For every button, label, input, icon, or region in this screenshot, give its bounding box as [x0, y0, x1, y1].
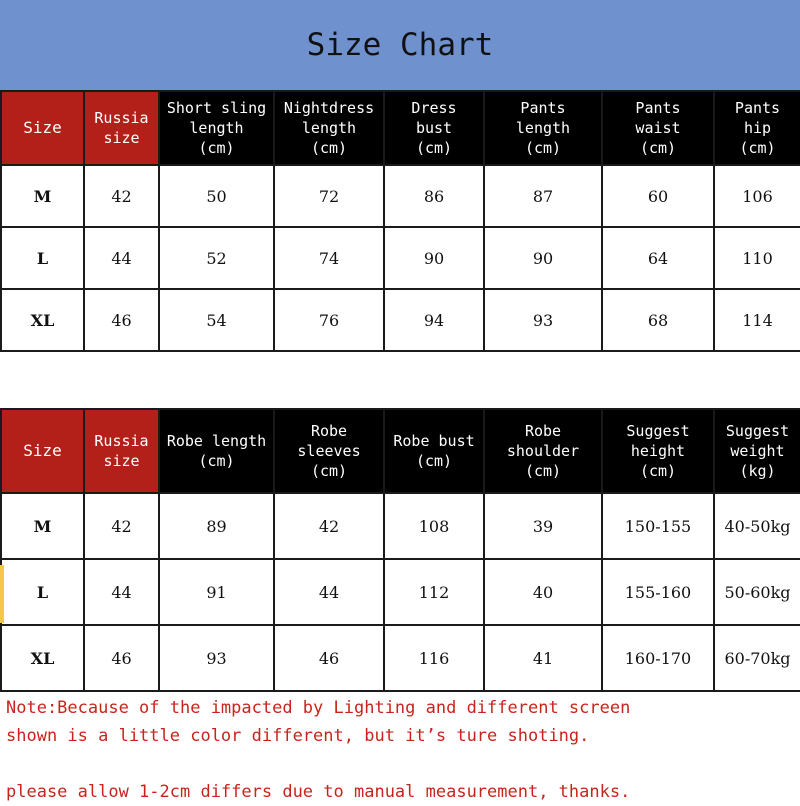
- title-banner: [0, 0, 800, 90]
- size-table-dress-pants: [0, 90, 800, 352]
- header-cell: Dress bust (cm): [384, 91, 484, 165]
- note-line: please allow 1-2cm differs due to manual measurement, thanks.: [6, 782, 631, 802]
- edge-accent: [0, 565, 4, 623]
- header-cell: Robe sleeves (cm): [274, 409, 384, 493]
- header-cell: Short sling length (cm): [159, 91, 274, 165]
- table-cell: 108: [384, 493, 484, 559]
- table-row: [1, 227, 800, 289]
- table-cell: XL: [1, 289, 84, 351]
- table-cell: 91: [159, 559, 274, 625]
- header-cell: Pants hip (cm): [714, 91, 800, 165]
- table-cell: 74: [274, 227, 384, 289]
- table-cell: 40: [484, 559, 602, 625]
- table-row: [1, 289, 800, 351]
- table-header-row: [1, 91, 800, 165]
- table-cell: 160-170: [602, 625, 714, 691]
- table-cell: 155-160: [602, 559, 714, 625]
- table-cell: 93: [484, 289, 602, 351]
- table-cell: 116: [384, 625, 484, 691]
- table-cell: 94: [384, 289, 484, 351]
- table-cell: 106: [714, 165, 800, 227]
- table-row: [1, 625, 800, 691]
- table-cell: 68: [602, 289, 714, 351]
- table-cell: 150-155: [602, 493, 714, 559]
- table-cell: 44: [84, 227, 159, 289]
- table-cell: M: [1, 493, 84, 559]
- table-cell: 90: [384, 227, 484, 289]
- table-cell: 46: [84, 625, 159, 691]
- note-line: Note:Because of the impacted by Lighting and different screen: [6, 698, 631, 718]
- table-cell: 39: [484, 493, 602, 559]
- table-cell: L: [1, 559, 84, 625]
- table-cell: 46: [84, 289, 159, 351]
- table-cell: 112: [384, 559, 484, 625]
- header-cell: Suggest height (cm): [602, 409, 714, 493]
- table-cell: 42: [84, 493, 159, 559]
- table-cell: 90: [484, 227, 602, 289]
- table-cell: 46: [274, 625, 384, 691]
- table-cell: 50-60kg: [714, 559, 800, 625]
- table-row: [1, 559, 800, 625]
- header-cell: Size: [1, 409, 84, 493]
- header-cell: Suggest weight (kg): [714, 409, 800, 493]
- table-cell: 76: [274, 289, 384, 351]
- table-cell: 42: [84, 165, 159, 227]
- size-table-robe: [0, 408, 800, 692]
- table-cell: 44: [274, 559, 384, 625]
- table-cell: XL: [1, 625, 84, 691]
- table-cell: 114: [714, 289, 800, 351]
- header-cell: Robe length (cm): [159, 409, 274, 493]
- table-cell: 41: [484, 625, 602, 691]
- table-cell: 93: [159, 625, 274, 691]
- header-cell: Pants length (cm): [484, 91, 602, 165]
- table-cell: 44: [84, 559, 159, 625]
- header-cell: Russia size: [84, 91, 159, 165]
- header-cell: Robe bust (cm): [384, 409, 484, 493]
- table-cell: 54: [159, 289, 274, 351]
- note-measurement: [6, 778, 796, 806]
- table-cell: 42: [274, 493, 384, 559]
- note-line: shown is a little color different, but it’s ture shoting.: [6, 726, 590, 746]
- table-cell: 40-50kg: [714, 493, 800, 559]
- table-cell: 110: [714, 227, 800, 289]
- table-cell: 72: [274, 165, 384, 227]
- table-cell: 89: [159, 493, 274, 559]
- header-cell: Russia size: [84, 409, 159, 493]
- table-row: [1, 165, 800, 227]
- table-cell: 52: [159, 227, 274, 289]
- page-title: Size Chart: [306, 27, 494, 63]
- header-cell: Robe shoulder (cm): [484, 409, 602, 493]
- table-cell: 86: [384, 165, 484, 227]
- header-cell: Pants waist (cm): [602, 91, 714, 165]
- table-row: [1, 493, 800, 559]
- table-cell: 50: [159, 165, 274, 227]
- header-cell: Size: [1, 91, 84, 165]
- table-cell: M: [1, 165, 84, 227]
- table-cell: 60: [602, 165, 714, 227]
- table-cell: L: [1, 227, 84, 289]
- table-cell: 60-70kg: [714, 625, 800, 691]
- header-cell: Nightdress length (cm): [274, 91, 384, 165]
- table-cell: 87: [484, 165, 602, 227]
- table-cell: 64: [602, 227, 714, 289]
- table-header-row: [1, 409, 800, 493]
- note-text: [6, 694, 796, 750]
